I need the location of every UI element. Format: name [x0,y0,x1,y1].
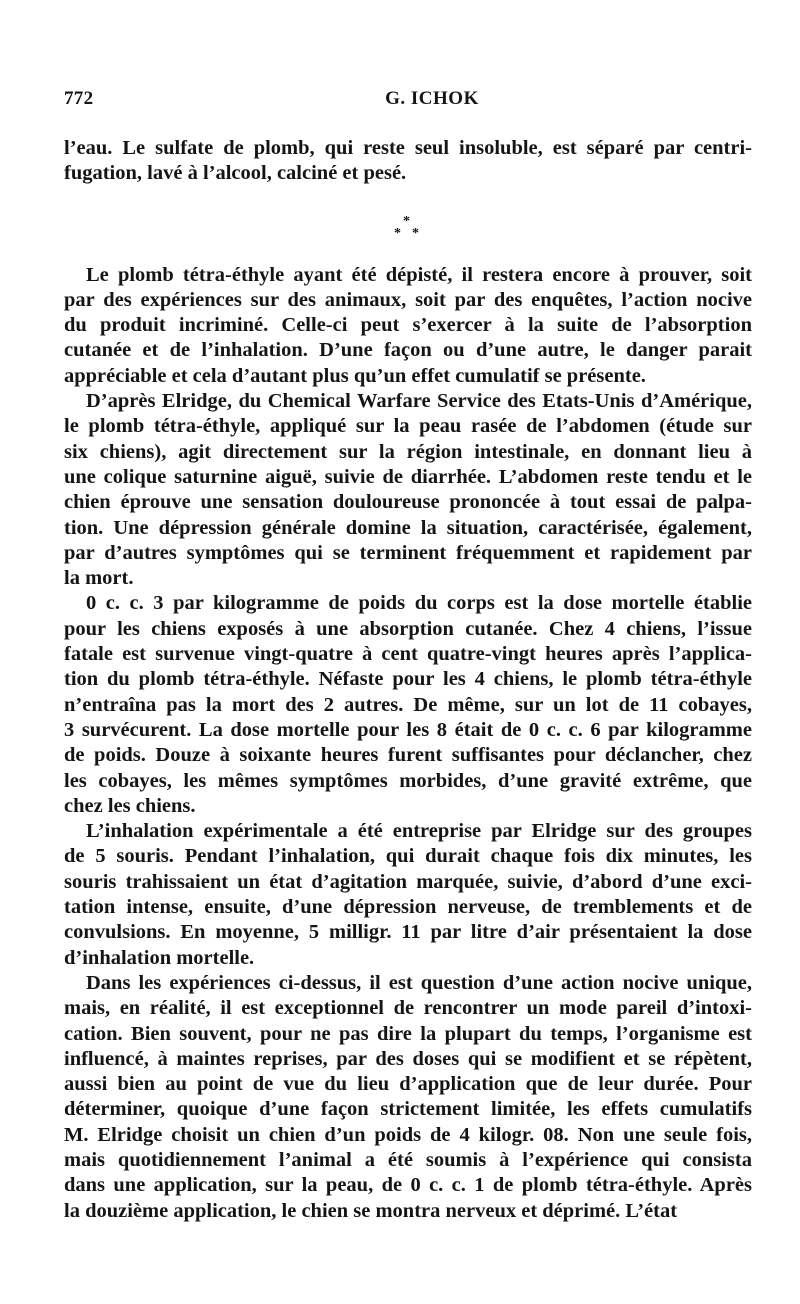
paragraph [64,591,752,819]
text-line: les cobayes, les mêmes symptômes morbides, d’une gravité extrême, que [64,769,752,792]
text-line: le plomb tétra-éthyle, appliqué sur la peau rasée de l’abdomen (étude sur [64,415,752,438]
text-line: souris trahissaient un état d’agitation marquée, suivie, d’abord d’une exci- [64,870,752,893]
text-line: D’après Elridge, du Chemical Warfare Service des Etats-Unis d’Amérique, [86,390,752,413]
text-line: influencé, à maintes reprises, par des doses qui se modifient et se répètent, [64,1047,752,1070]
paragraph [64,136,752,187]
text-line: déterminer, quoique d’une façon strictement limitée, les effets cumulatifs [64,1098,752,1121]
text-line: dans une application, sur la peau, de 0 c. c. 1 de plomb tétra-éthyle. Après [64,1174,752,1197]
paragraph [64,263,752,389]
text-line: mais quotidiennement l’animal a été soumis à l’expérience qui consista [64,1148,752,1171]
text-line: du produit incriminé. Celle-ci peut s’exercer à la suite de l’absorption [64,314,752,337]
text-line: d’inhalation mortelle. [64,946,255,969]
text-line: pour les chiens exposés à une absorption cutanée. Chez 4 chiens, l’issue [64,617,752,640]
text-line: tion. Une dépression générale domine la situation, caractérisée, également, [64,516,752,539]
text-line: convulsions. En moyenne, 5 milligr. 11 par litre d’air présentaient la dose [64,921,752,944]
text-line: par d’autres symptômes qui se terminent fréquemment et rapidement par [64,541,752,564]
text-line: tation intense, ensuite, d’une dépression nerveuse, de tremblements et de [64,896,752,919]
page-number: 772 [64,88,94,109]
text-line: M. Elridge choisit un chien d’un poids de 4 kilogr. 08. Non une seule fois, [64,1123,752,1146]
text-line: chez les chiens. [64,794,196,817]
paragraph [64,971,752,1224]
text-line: 0 c. c. 3 par kilogramme de poids du corps est la dose mortelle établie [86,592,752,615]
text-line: cutanée et de l’inhalation. D’une façon ou d’une autre, le danger parait [64,339,752,362]
text-line: Le plomb tétra-éthyle ayant été dépisté, il restera encore à prouver, soit [86,263,752,286]
text-line: fugation, lavé à l’alcool, calciné et pesé. [64,162,407,185]
text-line: tion du plomb tétra-éthyle. Néfaste pour les 4 chiens, le plomb tétra-éthyle [64,668,752,691]
paragraph [64,819,752,971]
text-line: fatale est survenue vingt-quatre à cent quatre-vingt heures après l’applica- [64,643,752,666]
asterisk: * [412,225,419,241]
text-line: la mort. [64,567,134,590]
text-line: par des expériences sur des animaux, soit par des enquêtes, l’action nocive [64,288,752,311]
text-line: de poids. Douze à soixante heures furent suffisantes pour déclancher, chez [64,744,752,767]
text-line: n’entraîna pas la mort des 2 autres. De même, sur un lot de 11 cobayes, [64,693,752,716]
text-line: L’inhalation expérimentale a été entreprise par Elridge sur des groupes [86,820,752,843]
asterisk: * [403,213,410,229]
text-line: la douzième application, le chien se montra nerveux et déprimé. L’état [64,1199,678,1222]
section-asterism [64,187,752,263]
page-header [64,88,754,116]
text-line: appréciable et cela d’autant plus qu’un effet cumulatif se présente. [64,364,646,387]
text-line: Dans les expériences ci-dessus, il est question d’une action nocive unique, [86,971,752,994]
text-line: une colique saturnine aiguë, suivie de diarrhée. L’abdomen reste tendu et le [64,465,752,488]
text-line: chien éprouve une sensation douloureuse prononcée à tout essai de palpa- [64,491,752,514]
paragraph [64,389,752,591]
text-line: 3 survécurent. La dose mortelle pour les 8 était de 0 c. c. 6 par kilogramme [64,718,752,741]
text-line: six chiens), agit directement sur la région intestinale, en donnant lieu à [64,440,752,463]
running-title: G. ICHOK [385,88,479,109]
text-line: l’eau. Le sulfate de plomb, qui reste seul insoluble, est séparé par centri- [64,137,752,159]
text-line: aussi bien au point de vue du lieu d’application que de leur durée. Pour [64,1073,752,1096]
body-text [64,136,752,1224]
asterisk: * [394,225,401,241]
text-line: mais, en réalité, il est exceptionnel de rencontrer un mode pareil d’intoxi- [64,997,752,1020]
text-line: de 5 souris. Pendant l’inhalation, qui durait chaque fois dix minutes, les [64,845,752,868]
text-line: cation. Bien souvent, pour ne pas dire la plupart du temps, l’organisme est [64,1022,752,1045]
